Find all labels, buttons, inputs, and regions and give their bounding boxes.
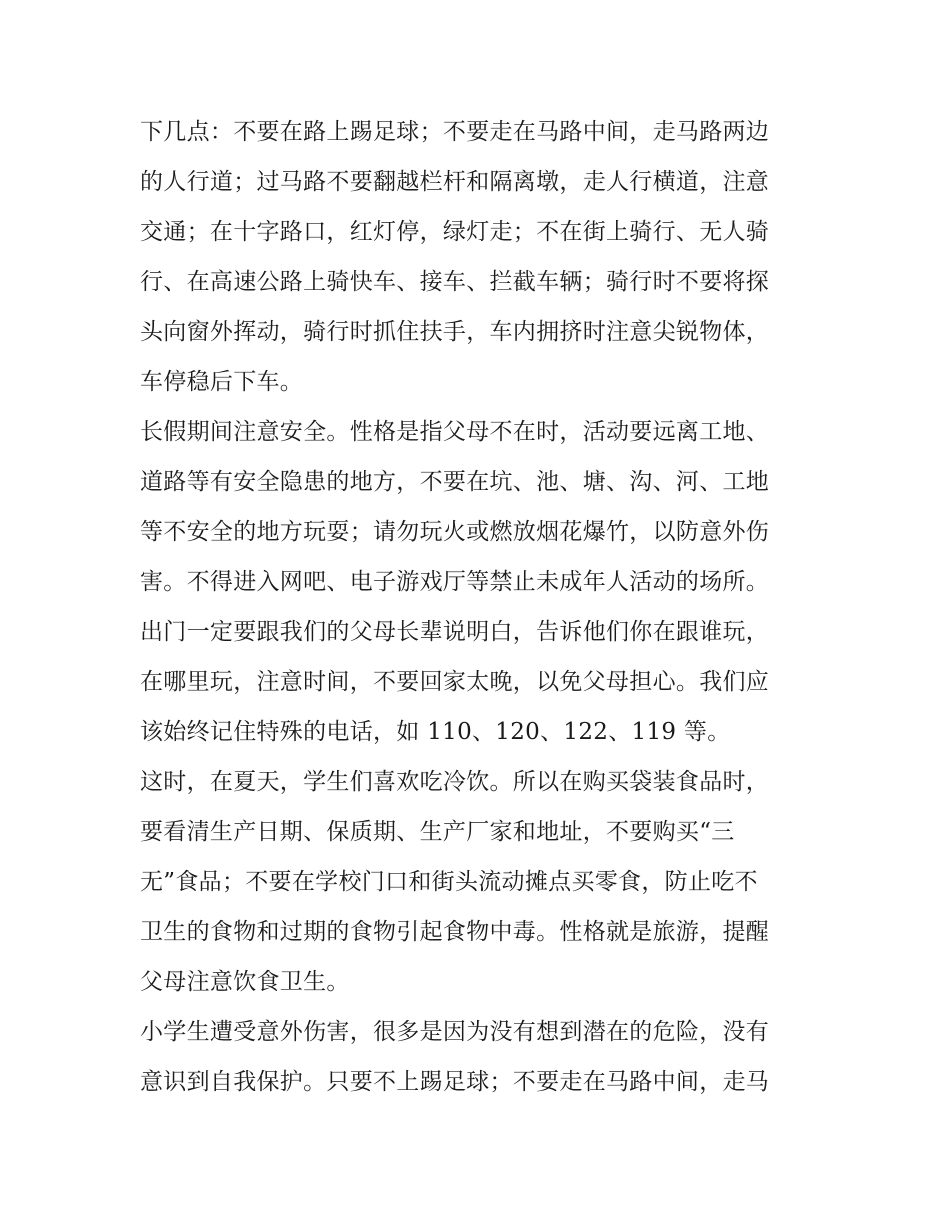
text-line: 卫生的食物和过期的食物引起食物中毒。性格就是旅游，提醒 (140, 919, 770, 945)
text-line: 车停稳后下车。 (140, 369, 304, 395)
text-line: 行、在高速公路上骑快车、接车、拦截车辆；骑行时不要将探 (140, 269, 770, 295)
text-line: 小学生遭受意外伤害，很多是因为没有想到潜在的危险，没有 (140, 1019, 770, 1045)
text-line: 意识到自我保护。只要不上踢足球；不要走在马路中间，走马 (140, 1069, 770, 1095)
text-line: 道路等有安全隐患的地方，不要在坑、池、塘、沟、河、工地 (140, 469, 770, 495)
text-line: 在哪里玩，注意时间，不要回家太晚，以免父母担心。我们应 (140, 669, 770, 695)
text-line: 头向窗外挥动，骑行时抓住扶手，车内拥挤时注意尖锐物体， (140, 319, 770, 345)
text-line: 的人行道；过马路不要翻越栏杆和隔离墩，走人行横道，注意 (140, 169, 770, 195)
text-line: 要看清生产日期、保质期、生产厂家和地址，不要购买“三 (140, 819, 735, 845)
text-line: 该始终记住特殊的电话，如 110、120、122、119 等。 (140, 719, 731, 745)
text-line: 长假期间注意安全。性格是指父母不在时，活动要远离工地、 (140, 419, 770, 445)
text-line: 下几点：不要在路上踢足球；不要走在马路中间，走马路两边 (140, 119, 770, 145)
text-line: 等不安全的地方玩耍；请勿玩火或燃放烟花爆竹，以防意外伤 (140, 519, 770, 545)
text-line: 交通；在十字路口，红灯停，绿灯走；不在街上骑行、无人骑 (140, 219, 770, 245)
text-line: 这时，在夏天，学生们喜欢吃冷饮。所以在购买袋装食品时， (140, 769, 770, 795)
body-text (140, 107, 820, 1107)
text-line: 出门一定要跟我们的父母长辈说明白，告诉他们你在跟谁玩， (140, 619, 770, 645)
text-line: 父母注意饮食卫生。 (140, 969, 350, 995)
text-line: 无”食品；不要在学校门口和街头流动摊点买零食，防止吃不 (140, 869, 758, 895)
text-line: 害。不得进入网吧、电子游戏厅等禁止未成年人活动的场所。 (140, 569, 770, 595)
